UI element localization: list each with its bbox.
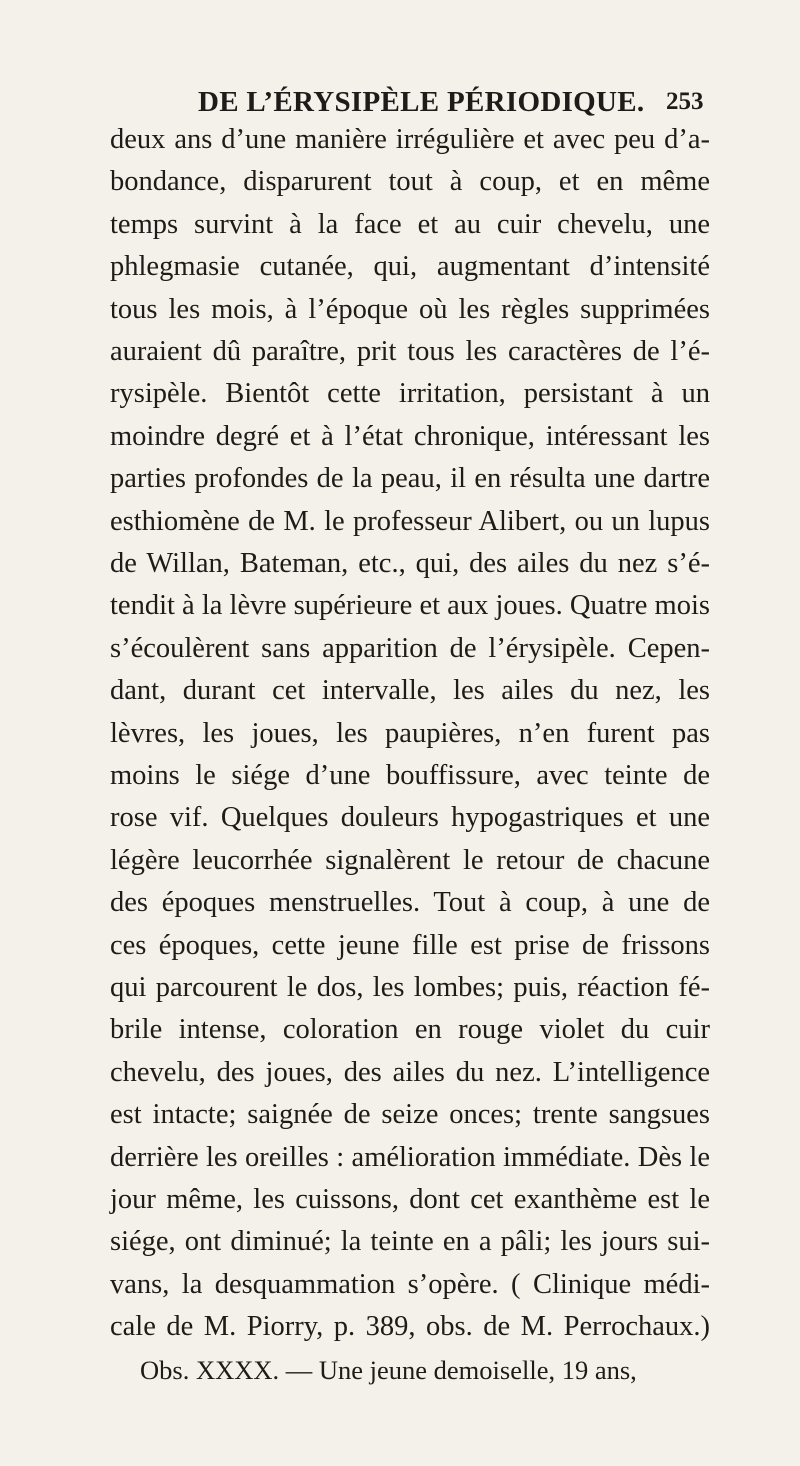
chapter-title: DE L’ÉRYSIPÈLE PÉRIODIQUE. [198, 86, 645, 118]
text-line: tendit à la lèvre supérieure et aux joues. Quatre mois [110, 590, 710, 622]
text-line: chevelu, des joues, des ailes du nez. L’intelligence [110, 1056, 710, 1088]
text-line: moindre degré et à l’état chronique, intéressant les [110, 420, 710, 452]
text-line: est intacte; saignée de seize onces; trente sangsues [110, 1099, 710, 1131]
text-line: siége, ont diminué; la teinte en a pâli; les jours sui- [110, 1226, 710, 1258]
text-line: s’écoulèrent sans apparition de l’érysipèle. Cepen- [110, 632, 710, 664]
text-line: esthiomène de M. le professeur Alibert, ou un lupus [110, 505, 710, 537]
text-line: cale de M. Piorry, p. 389, obs. de M. Perrochaux.) [110, 1311, 710, 1343]
text-line: deux ans d’une manière irrégulière et avec peu d’a- [110, 124, 710, 155]
text-line: brile intense, coloration en rouge violet du cuir [110, 1014, 710, 1046]
text-line: parties profondes de la peau, il en résulta une dartre [110, 463, 710, 495]
text-line: temps survint à la face et au cuir chevelu, une [110, 208, 710, 240]
text-line: légère leucorrhée signalèrent le retour de chacune [110, 844, 710, 876]
text-line: moins le siége d’une bouffissure, avec teinte de [110, 760, 710, 791]
text-line: qui parcourent le dos, les lombes; puis, réaction fé- [110, 972, 710, 1003]
page-number: 253 [666, 88, 704, 115]
text-line: phlegmasie cutanée, qui, augmentant d’intensité [110, 251, 710, 283]
text-line: des époques menstruelles. Tout à coup, à une de [110, 887, 710, 919]
text-line: ces époques, cette jeune fille est prise de frissons [110, 929, 710, 961]
text-line: auraient dû paraître, prit tous les caractères de l’é- [110, 336, 710, 367]
text-line: vans, la desquammation s’opère. ( Clinique médi- [110, 1268, 710, 1300]
text-line: rysipèle. Bientôt cette irritation, persistant à un [110, 378, 710, 410]
text-line: dant, durant cet intervalle, les ailes du nez, les [110, 675, 710, 707]
text-line: tous les mois, à l’époque où les règles supprimées [110, 293, 710, 325]
text-line: rose vif. Quelques douleurs hypogastriques et une [110, 802, 710, 834]
text-line: jour même, les cuissons, dont cet exanthème est le [110, 1184, 710, 1215]
text-line: bondance, disparurent tout à coup, et en même [110, 166, 710, 198]
text-line: Obs. XXXX. — Une jeune demoiselle, 19 ans, [140, 1354, 637, 1385]
text-line: lèvres, les joues, les paupières, n’en furent pas [110, 717, 710, 749]
text-line: derrière les oreilles : amélioration immédiate. Dès le [110, 1141, 710, 1173]
text-line: de Willan, Bateman, etc., qui, des ailes du nez s’é- [110, 548, 710, 579]
